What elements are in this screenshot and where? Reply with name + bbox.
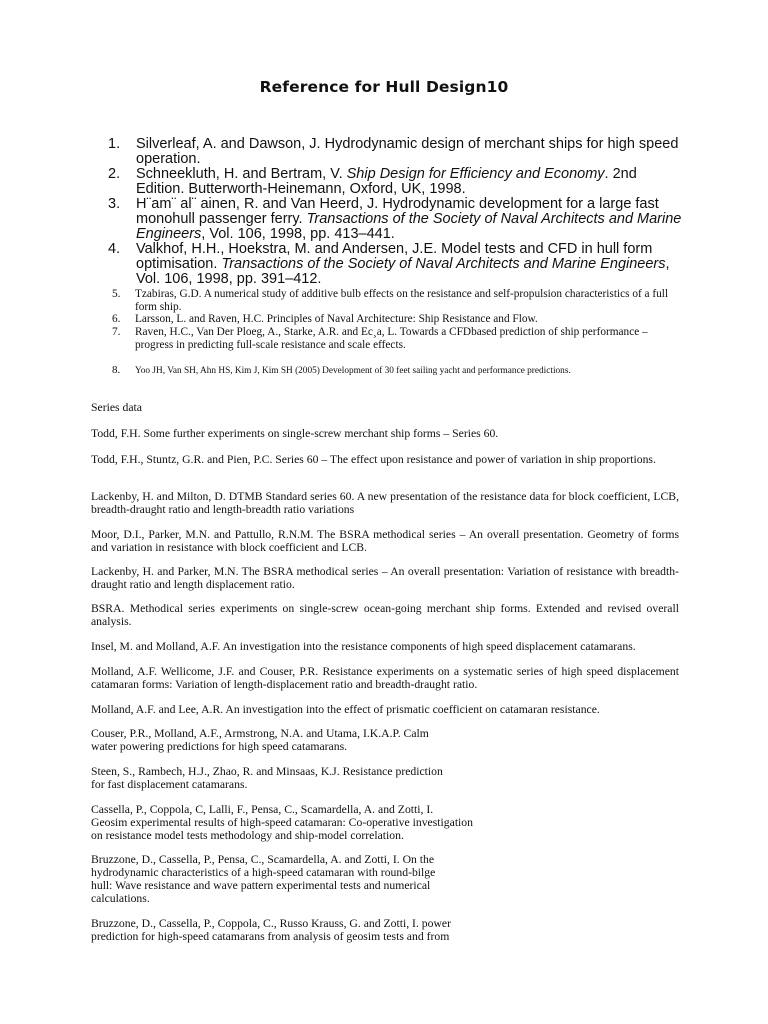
series-reference: Moor, D.I., Parker, M.N. and Pattullo, R.N.M. The BSRA methodical series – An overall presentation. Geometry of forms and variation in resistance with block coefficient and LCB.: [91, 528, 679, 554]
series-reference: Molland, A.F. and Lee, A.R. An investigation into the effect of prismatic coefficient on catamaran resistance.: [91, 703, 600, 716]
reference-authors: Schneekluth, H. and Bertram, V.: [136, 166, 347, 182]
reference-line: Bruzzone, D., Cassella, P., Pensa, C., Scamardella, A. and Zotti, I. On the: [91, 853, 435, 866]
series-reference: [91, 853, 679, 905]
reference-number: 2.: [108, 166, 121, 182]
reference-source: Ship Design for Efficiency and Economy: [346, 166, 605, 182]
reference-line: hull: Wave resistance and wave pattern experimental tests and numerical: [91, 879, 431, 892]
reference-line: prediction for high-speed catamarans from analysis of geosim tests and from: [91, 930, 450, 943]
reference-number: 3.: [108, 196, 121, 212]
series-reference: Todd, F.H. Some further experiments on single-screw merchant ship forms – Series 60.: [91, 427, 499, 440]
reference-text: [136, 242, 688, 287]
reference-details: , Vol. 106, 1998, pp. 391–412.: [136, 256, 670, 287]
reference-authors: Valkhof, H.H., Hoekstra, M. and Andersen, J.E. Model tests and CFD in hull form optimisation.: [136, 241, 653, 272]
series-reference: Molland, A.F. Wellicome, J.F. and Couser, P.R. Resistance experiments on a systematic series of high speed displacement catamaran forms: Variation of length-displacement ratio and breadth-draught ratio.: [91, 665, 679, 691]
reference-number: 5.: [112, 288, 121, 300]
reference-item-5: [112, 288, 672, 313]
reference-line: Bruzzone, D., Cassella, P., Coppola, C., Russo Krauss, G. and Zotti, I. power: [91, 917, 451, 930]
reference-text: [136, 197, 688, 242]
reference-text: Tzabiras, G.D. A numerical study of additive bulb effects on the resistance and self-propulsion characteristics of a full form ship.: [135, 288, 669, 313]
reference-line: for fast displacement catamarans.: [91, 778, 248, 791]
reference-details: . 2nd Edition. Butterworth-Heinemann, Oxford, UK, 1998.: [136, 166, 637, 197]
reference-details: , Vol. 106, 1998, pp. 413–441.: [201, 226, 395, 242]
reference-text: Larsson, L. and Raven, H.C. Principles of Naval Architecture: Ship Resistance and Flow.: [135, 313, 538, 325]
reference-line: on resistance model tests methodology and ship-model correlation.: [91, 829, 404, 842]
reference-line: Steen, S., Rambech, H.J., Zhao, R. and Minsaas, K.J. Resistance prediction: [91, 765, 443, 778]
reference-source: Transactions of the Society of Naval Architects and Marine Engineers: [221, 256, 666, 272]
reference-item-6: [112, 313, 672, 326]
reference-line: Geosim experimental results of high-speed catamaran: Co-operative investigation: [91, 816, 473, 829]
series-reference: [91, 803, 679, 842]
reference-item-1: [108, 137, 688, 167]
series-reference: Lackenby, H. and Milton, D. DTMB Standard series 60. A new presentation of the resistance data for block coefficient, LCB, breadth-draught ratio and length-breadth ratio variations: [91, 490, 679, 516]
series-reference: [91, 917, 679, 943]
reference-line: water powering predictions for high speed catamarans.: [91, 740, 348, 753]
reference-text: Silverleaf, A. and Dawson, J. Hydrodynamic design of merchant ships for high speed operation.: [136, 136, 679, 167]
reference-number: 4.: [108, 241, 121, 257]
page-title: Reference for Hull Design10: [259, 78, 509, 96]
series-reference: [91, 727, 679, 753]
section-heading: Series data: [91, 401, 142, 414]
reference-number: 1.: [108, 136, 121, 152]
reference-authors: H¨am¨ al¨ ainen, R. and Van Heerd, J. Hydrodynamic development for a large fast monohull passenger ferry.: [136, 196, 659, 227]
reference-text: Raven, H.C., Van Der Ploeg, A., Starke, A.R. and Ec¸a, L. Towards a CFDbased prediction of ship performance – progress in predicting full-scale resistance and scale effects.: [135, 326, 648, 351]
reference-line: Couser, P.R., Molland, A.F., Armstrong, N.A. and Utama, I.K.A.P. Calm: [91, 727, 429, 740]
reference-text: [136, 167, 688, 197]
reference-line: Cassella, P., Coppola, C, Lalli, F., Pensa, C., Scamardella, A. and Zotti, I.: [91, 803, 434, 816]
reference-item-4: [108, 242, 688, 287]
series-reference: Todd, F.H., Stuntz, G.R. and Pien, P.C. Series 60 – The effect upon resistance and power of variation in ship proportions.: [91, 453, 656, 466]
series-reference: Insel, M. and Molland, A.F. An investigation into the resistance components of high speed displacement catamarans.: [91, 640, 636, 653]
reference-text: Yoo JH, Van SH, Ahn HS, Kim J, Kim SH (2005) Development of 30 feet sailing yacht and performance predictions.: [135, 366, 571, 376]
reference-source: Transactions of the Society of Naval Architects and Marine Engineers: [136, 211, 682, 242]
reference-item-7: [112, 326, 672, 351]
reference-number: 8.: [112, 364, 121, 376]
reference-item-8: [112, 364, 692, 377]
series-reference: Lackenby, H. and Parker, M.N. The BSRA methodical series – An overall presentation: Variation of resistance with breadth-draught ratio and length displacement ratio.: [91, 565, 679, 591]
reference-line: calculations.: [91, 892, 150, 905]
reference-item-3: [108, 197, 688, 242]
reference-number: 6.: [112, 313, 121, 325]
reference-number: 7.: [112, 326, 121, 338]
series-reference: BSRA. Methodical series experiments on single-screw ocean-going merchant ship forms. Extended and revised overall analysis.: [91, 602, 679, 628]
reference-line: hydrodynamic characteristics of a high-speed catamaran with round-bilge: [91, 866, 436, 879]
series-reference: [91, 765, 679, 791]
reference-item-2: [108, 167, 688, 197]
